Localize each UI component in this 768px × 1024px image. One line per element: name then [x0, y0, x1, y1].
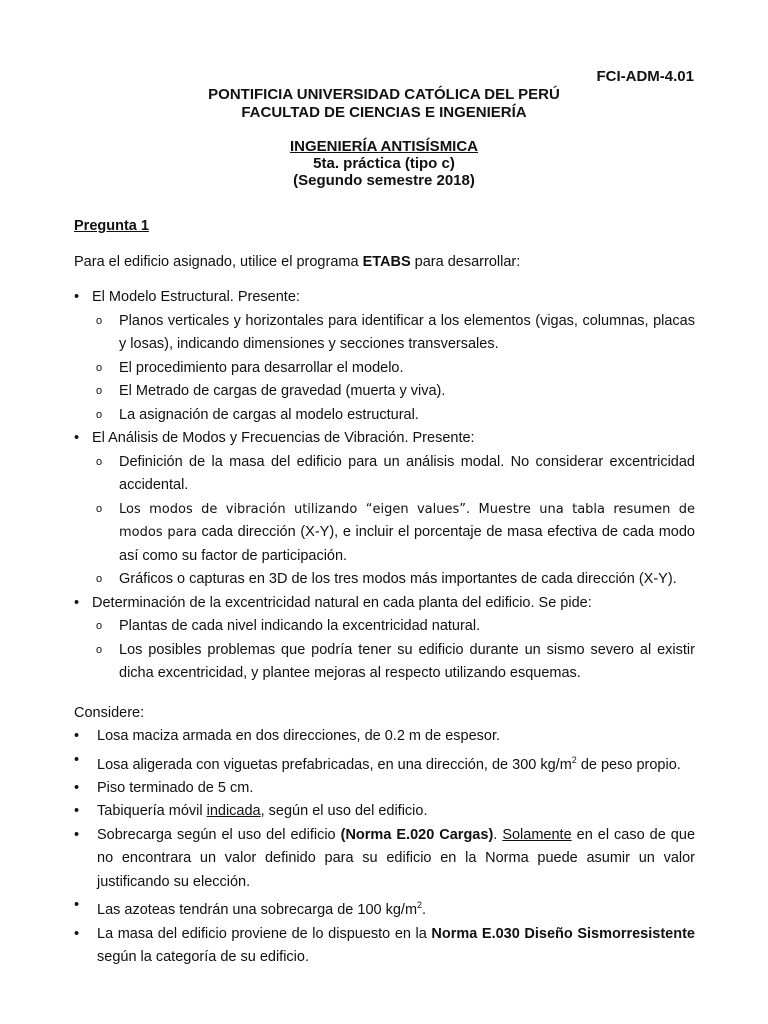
circle-bullet-icon: o	[96, 408, 103, 421]
sub-item-text: El procedimiento para desarrollar el modelo.	[119, 359, 404, 376]
bullet-icon: •	[74, 803, 80, 820]
bullet-icon: •	[74, 751, 80, 768]
bold-text: Norma E.030 Diseño Sismorresistente	[431, 925, 695, 942]
sub-item-text: Plantas de cada nivel indicando la excentricidad natural.	[119, 618, 481, 634]
item-text: Las azoteas tendrán una sobrecarga de 100 kg/m	[97, 902, 418, 919]
circle-bullet-icon: o	[96, 643, 103, 656]
practice-label: 5ta. práctica (tipo c)	[313, 155, 455, 172]
bullet-icon: •	[74, 897, 80, 914]
university-name: PONTIFICIA UNIVERSIDAD CATÓLICA DEL PERÚ	[208, 86, 560, 103]
sub-list-item	[74, 357, 695, 381]
sub-item-text: cada dirección (X-Y), e incluir el porcentaje de masa efectiva de cada modo así como su factor de participación.	[119, 524, 695, 564]
list-item	[74, 749, 695, 777]
bullet-icon: •	[74, 925, 80, 942]
item-text-mid: .	[493, 826, 503, 843]
item-text-end: según la categoría de su edificio.	[97, 949, 309, 966]
bullet-icon: •	[74, 728, 80, 744]
question-items	[74, 286, 695, 686]
circle-bullet-icon: o	[96, 314, 103, 327]
intro-text-end: para desarrollar:	[410, 253, 521, 270]
item-text-end: .	[422, 902, 427, 919]
item-text-end: en el caso de que no encontrara un valor definido para su edificio en la Norma puede asumir un valor justificando su elección.	[97, 826, 696, 890]
list-item	[74, 800, 695, 824]
circle-bullet-icon: o	[96, 620, 103, 632]
list-item	[74, 894, 695, 922]
sub-item-text: El Metrado de cargas de gravedad (muerta y viva).	[119, 383, 446, 399]
list-item	[74, 923, 695, 970]
item-text: Piso terminado de 5 cm.	[97, 779, 254, 796]
sub-item-text: La asignación de cargas al modelo estructural.	[119, 406, 419, 423]
sub-list-item	[74, 498, 695, 569]
faculty-name: FACULTAD DE CIENCIAS E INGENIERÍA	[241, 104, 527, 121]
sub-item-text: Gráficos o capturas en 3D de los tres modos más importantes de cada dirección (X-Y).	[119, 571, 677, 587]
sub-item-text: Definición de la masa del edificio para un análisis modal. No considerar excentricidad accidental.	[119, 453, 695, 493]
sub-list-item	[74, 568, 695, 592]
list-item	[74, 592, 695, 616]
item-text: El Modelo Estructural. Presente:	[92, 289, 300, 305]
sub-list-item	[74, 615, 695, 639]
bold-text: (Norma E.020 Cargas)	[340, 826, 494, 843]
circle-bullet-icon: o	[96, 361, 103, 374]
list-item	[74, 824, 695, 895]
item-text: Determinación de la excentricidad natural en cada planta del edificio. Se pide:	[92, 594, 592, 611]
list-item	[74, 427, 695, 451]
course-title-line	[0, 138, 768, 155]
bullet-icon: •	[74, 430, 80, 446]
question-intro	[74, 251, 695, 275]
circle-bullet-icon: o	[96, 502, 103, 515]
item-text-end: , según el uso del edificio.	[260, 803, 428, 820]
sub-list-item	[74, 639, 695, 686]
bullet-icon: •	[74, 594, 80, 611]
underlined-text: indicada	[206, 803, 261, 820]
considere-items	[74, 725, 695, 970]
list-item	[74, 777, 695, 801]
superscript: 2	[571, 754, 577, 765]
circle-bullet-icon: o	[96, 385, 103, 397]
bullet-icon: •	[74, 826, 80, 843]
sub-list-item	[74, 404, 695, 428]
question-title: Pregunta 1	[74, 218, 149, 234]
item-text: Losa maciza armada en dos direcciones, de 0.2 m de espesor.	[97, 728, 501, 744]
semester-label: (Segundo semestre 2018)	[293, 172, 475, 189]
considere-title: Considere:	[74, 704, 145, 721]
list-item	[74, 286, 695, 310]
underlined-text: Solamente	[502, 826, 572, 843]
sub-list-item	[74, 310, 695, 357]
sub-list-item	[74, 380, 695, 404]
document-body	[74, 215, 695, 970]
sub-item-text-alt-font: Los modos de vibración utilizando “eigen values”. Muestre una tabla resumen de modos para	[119, 501, 695, 540]
intro-text: Para el edificio asignado, utilice el programa	[74, 253, 363, 270]
sub-item-text: Los posibles problemas que podría tener su edificio durante un sismo severo al existir dicha excentricidad, y plantee mejoras al respecto utilizando esquemas.	[119, 641, 695, 681]
item-text: La masa del edificio proviene de lo dispuesto en la	[97, 925, 432, 942]
item-text: Losa aligerada con viguetas prefabricadas, en una dirección, de 300 kg/m	[97, 756, 572, 773]
circle-bullet-icon: o	[96, 455, 103, 468]
sub-list-item	[74, 451, 695, 498]
bullet-icon: •	[74, 289, 80, 305]
document-code: FCI-ADM-4.01	[596, 68, 694, 85]
intro-program: ETABS	[362, 253, 411, 270]
bullet-icon: •	[74, 779, 80, 796]
list-item	[74, 725, 695, 749]
sub-item-text: Planos verticales y horizontales para identificar a los elementos (vigas, columnas, placas y losas), indicando dimensiones y secciones transversales.	[119, 312, 695, 352]
item-text: Tabiquería móvil	[97, 803, 207, 820]
item-text-end: de peso propio.	[576, 756, 681, 773]
course-title: INGENIERÍA ANTISÍSMICA	[289, 138, 479, 155]
item-text: El Análisis de Modos y Frecuencias de Vibración. Presente:	[92, 430, 475, 446]
circle-bullet-icon: o	[96, 573, 103, 585]
item-text: Sobrecarga según el uso del edificio	[97, 826, 341, 843]
superscript: 2	[417, 900, 423, 911]
